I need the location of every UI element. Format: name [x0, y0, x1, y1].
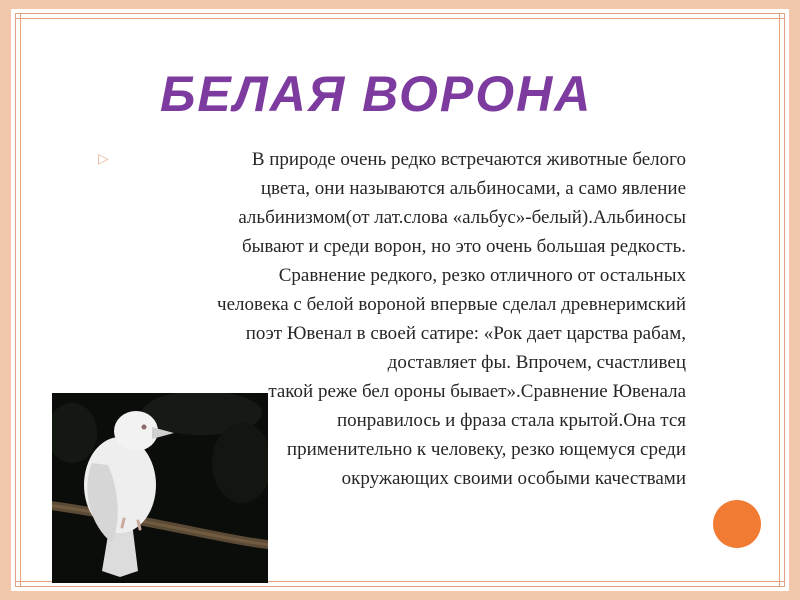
frame-line [784, 13, 785, 587]
white-crow-photo [52, 393, 268, 583]
body-line: альбинизмом(от лат.слова «альбус»-белый).Альбиносы [238, 207, 686, 228]
decorative-circle [713, 500, 761, 548]
frame-line [779, 13, 780, 587]
body-line: бывают и среди ворон, но это очень большая редкость. [241, 236, 686, 257]
body-line: такой реже бел ороны бывает».Сравнение Ювенала [268, 381, 686, 402]
frame-line [15, 18, 785, 19]
slide-title: БЕЛАЯ ВОРОНА [160, 66, 593, 122]
frame-line [15, 13, 16, 587]
body-line: человека с белой вороной впервые сделал древнеримский [217, 294, 686, 315]
frame-right-band [789, 0, 800, 600]
hollow-arrow-bullet-icon: ▷ [98, 151, 109, 167]
frame-line [15, 586, 785, 587]
body-line: поэт Ювенал в своей сатире: «Рок дает царства рабам, [245, 323, 686, 344]
frame-line [20, 13, 21, 587]
body-line: Сравнение редкого, резко отличного от остальных [278, 265, 686, 286]
frame-left-band [0, 0, 11, 600]
body-line: применительно к человеку, резко ющемуся среди [286, 439, 686, 460]
frame-top-band [0, 0, 800, 9]
body-line: доставляет фы. Впрочем, счастливец [387, 352, 686, 373]
frame-line [15, 13, 785, 14]
body-line: В природе очень редко встречаются животные белого [251, 149, 686, 170]
frame-bottom-band [0, 591, 800, 600]
body-line: окружающих своими особыми качествами [341, 468, 686, 489]
body-line: цвета, они называются альбиносами, а само явление [260, 178, 686, 199]
body-line: понравилось и фраза стала крытой.Она тся [336, 410, 686, 431]
